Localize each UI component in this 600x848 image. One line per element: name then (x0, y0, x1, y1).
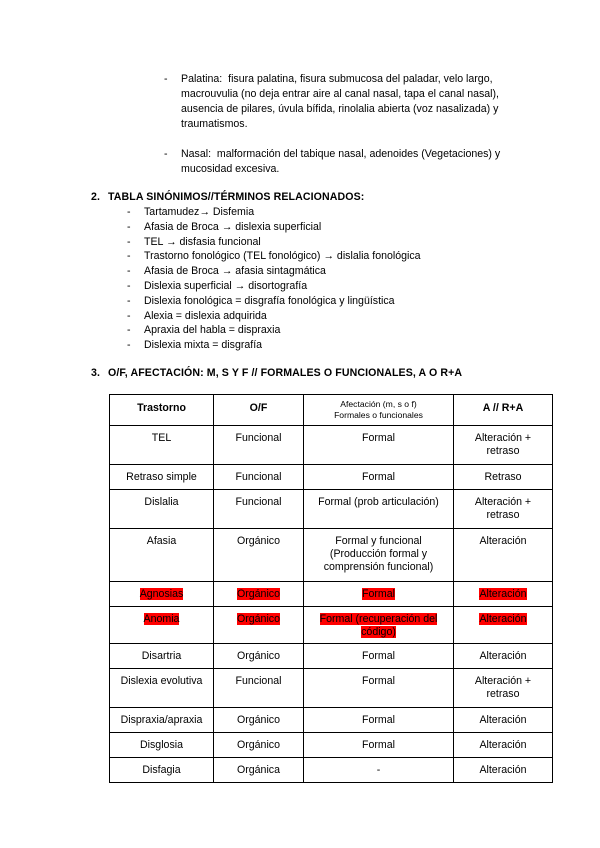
cell-a-ra: Alteración (454, 644, 553, 669)
bullet-nasal (164, 147, 524, 177)
cell-afectacion: Formal (304, 426, 454, 465)
bullet-text: fisura palatina, fisura submucosa del paladar, velo largo, macrouvulia (no deja entrar aire al canal nasal, tapa el canal nasal), ausencia de pilares, úvula bífida, rinolalia abierta (voz nasalizada) y traumatismos. (181, 73, 499, 130)
section-title: TABLA SINÓNIMOS//TÉRMINOS RELACIONADOS: (108, 191, 365, 203)
cell-of (214, 607, 304, 644)
cell-a-ra (454, 582, 553, 607)
cell-a-ra: Alteración (454, 758, 553, 783)
cell-trastorno: Dislalia (110, 490, 214, 529)
highlighted-text: Alteración (479, 588, 527, 600)
cell-trastorno: Disfagia (110, 758, 214, 783)
header-a-ra: A // R+A (454, 395, 553, 426)
section-title: O/F, AFECTACIÓN: M, S Y F // FORMALES O FUNCIONALES, A O R+A (108, 367, 463, 379)
table-header-row (110, 395, 553, 426)
cell-of: Funcional (214, 426, 304, 465)
cell-trastorno: TEL (110, 426, 214, 465)
cell-afectacion (304, 582, 454, 607)
bullet-label: Nasal: (181, 148, 212, 160)
list-item: - Trastorno fonológico (TEL fonológico) → dislalia fonológica (127, 250, 421, 263)
cell-a-ra: Alteración (454, 529, 553, 582)
header-of: O/F (214, 395, 304, 426)
cell-afectacion: Formal (304, 644, 454, 669)
cell-a-ra: Alteración + retraso (454, 669, 553, 708)
section-3-heading (91, 366, 462, 380)
cell-of: Funcional (214, 465, 304, 490)
bullet-palatina (164, 72, 524, 132)
cell-trastorno: Disglosia (110, 733, 214, 758)
classification-table (109, 394, 553, 783)
highlighted-text: Alteración (479, 613, 527, 625)
list-item: - Afasia de Broca → dislexia superficial (127, 220, 322, 233)
cell-of (214, 582, 304, 607)
cell-afectacion (304, 607, 454, 644)
table-row (110, 669, 553, 708)
cell-trastorno: Disartria (110, 644, 214, 669)
cell-afectacion: Formal (304, 733, 454, 758)
cell-a-ra: Retraso (454, 465, 553, 490)
cell-afectacion: Formal (304, 708, 454, 733)
cell-trastorno (110, 607, 214, 644)
highlighted-text: Agnosias (139, 588, 184, 600)
cell-a-ra: Alteración + retraso (454, 490, 553, 529)
cell-a-ra: Alteración + retraso (454, 426, 553, 465)
cell-afectacion: Formal y funcional (Producción formal y comprensión funcional) (304, 529, 454, 582)
cell-trastorno: Retraso simple (110, 465, 214, 490)
table-row (110, 582, 553, 607)
section-2-heading (91, 190, 364, 204)
header-afectacion: Afectación (m, s o f) Formales o funcionales (304, 395, 454, 426)
cell-a-ra: Alteración (454, 708, 553, 733)
cell-of: Orgánico (214, 529, 304, 582)
header-trastorno: Trastorno (110, 395, 214, 426)
cell-of: Orgánica (214, 758, 304, 783)
list-item: - Alexia = dislexia adquirida (127, 309, 267, 322)
table-row (110, 758, 553, 783)
highlighted-text: Anomia (143, 613, 180, 625)
list-item: - Dislexia superficial → disortografía (127, 279, 308, 292)
highlighted-text: Formal (recuperación del código) (319, 613, 438, 638)
table-row (110, 644, 553, 669)
cell-afectacion: Formal (304, 465, 454, 490)
cell-trastorno: Dislexia evolutiva (110, 669, 214, 708)
list-item: - Apraxia del habla = dispraxia (127, 324, 281, 337)
table-row (110, 607, 553, 644)
cell-of: Funcional (214, 669, 304, 708)
cell-of: Orgánico (214, 708, 304, 733)
synonyms-list (127, 205, 421, 353)
cell-of: Orgánico (214, 733, 304, 758)
table-row (110, 465, 553, 490)
cell-afectacion: Formal (304, 669, 454, 708)
cell-afectacion: - (304, 758, 454, 783)
cell-afectacion: Formal (prob articulación) (304, 490, 454, 529)
cell-trastorno: Dispraxia/apraxia (110, 708, 214, 733)
table-row (110, 733, 553, 758)
cell-of: Orgánico (214, 644, 304, 669)
table-row (110, 490, 553, 529)
highlighted-text: Formal (362, 588, 395, 600)
bullet-label: Palatina: (181, 73, 223, 85)
bullet-text: malformación del tabique nasal, adenoides (Vegetaciones) y mucosidad excesiva. (181, 148, 501, 175)
list-item: - Dislexia mixta = disgrafía (127, 339, 263, 352)
section-number: 2. (91, 191, 101, 203)
list-item: - Afasia de Broca → afasia sintagmática (127, 265, 326, 278)
table-row (110, 708, 553, 733)
cell-of: Funcional (214, 490, 304, 529)
table-row (110, 426, 553, 465)
bullet-dash: - (164, 73, 168, 85)
list-item: - Tartamudez→ Disfemia (127, 206, 255, 218)
cell-trastorno: Afasia (110, 529, 214, 582)
table-row (110, 529, 553, 582)
section-number: 3. (91, 367, 101, 379)
list-item: - TEL → disfasia funcional (127, 235, 261, 248)
cell-a-ra (454, 607, 553, 644)
list-item: - Dislexia fonológica = disgrafía fonológica y lingüística (127, 294, 395, 307)
cell-a-ra: Alteración (454, 733, 553, 758)
highlighted-text: Orgánico (237, 613, 280, 625)
cell-trastorno (110, 582, 214, 607)
bullet-dash: - (164, 148, 168, 160)
highlighted-text: Orgánico (237, 588, 280, 600)
